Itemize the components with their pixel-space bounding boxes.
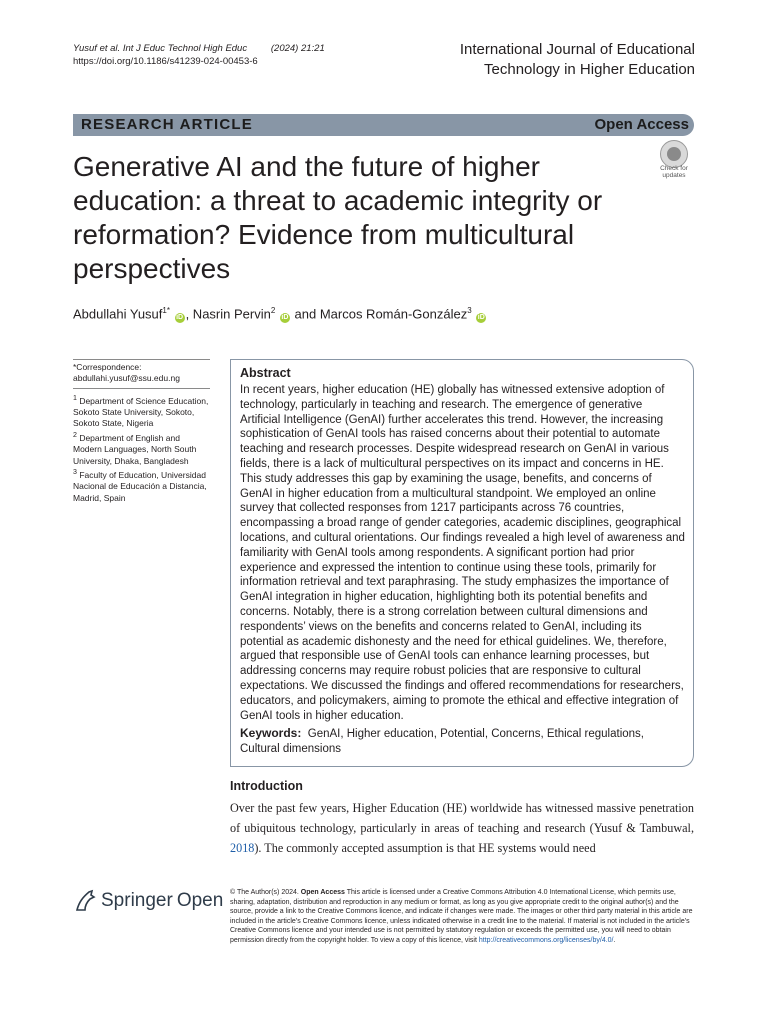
affiliations-sidebar: [73, 359, 210, 504]
article-type-label: RESEARCH ARTICLE: [81, 116, 253, 133]
abstract-heading: Abstract: [240, 366, 291, 380]
author-list: [73, 306, 487, 323]
year-volume: (2024) 21:21: [270, 43, 325, 54]
author-3[interactable]: and Marcos Román-González: [290, 306, 468, 322]
article-title: Generative AI and the future of higher education: a threat to academic integrity or reformation? Evidence from multicultural perspectives: [73, 151, 603, 284]
correspondence-email[interactable]: abdullahi.yusuf@ssu.edu.ng: [73, 373, 180, 384]
affiliation-number: 1: [73, 393, 77, 402]
crossmark-badge[interactable]: [656, 140, 692, 180]
intro-text: Over the past few years, Higher Education (HE) worldwide has witnessed massive penetration of ubiquitous technology, particularly in areas of teaching and research (Yusuf & Tambuwal,: [230, 801, 694, 835]
springer-horse-icon: [73, 888, 97, 914]
citation: Yusuf et al. Int J Educ Technol High Educ: [73, 43, 248, 54]
author-2-affiliation: 2: [270, 306, 276, 315]
affiliation-text: Department of Science Education, Sokoto State University, Sokoto, Sokoto State, Nigeria: [73, 395, 209, 429]
affiliation-text: Faculty of Education, Universidad Nacional de Educación a Distancia, Madrid, Spain: [73, 469, 207, 503]
keywords-text: GenAI, Higher education, Potential, Concerns, Ethical regulations, Cultural dimensions: [240, 728, 644, 756]
author-3-affiliation: 3: [467, 306, 472, 315]
affiliation-1: [73, 393, 210, 430]
license-prefix: © The Author(s) 2024.: [230, 889, 301, 896]
license-notice: [230, 888, 695, 946]
orcid-icon[interactable]: iD: [176, 314, 184, 322]
keywords: [240, 726, 685, 757]
license-bold: Open Access: [300, 889, 345, 896]
article-type-banner: [73, 114, 694, 136]
publisher-name: Springer: [101, 890, 173, 911]
journal-name: [395, 40, 695, 80]
orcid-icon[interactable]: iD: [281, 314, 289, 322]
crossmark-line-1: Check for: [660, 165, 688, 172]
author-1-affiliation: 1*: [162, 306, 170, 315]
crossmark-line-2: updates: [662, 172, 686, 179]
sidebar-divider: [73, 388, 210, 389]
affiliation-number: 3: [73, 467, 77, 476]
citation-link[interactable]: 2018: [230, 841, 255, 855]
crossmark-text: [656, 165, 692, 179]
doi-link[interactable]: https://doi.org/10.1186/s41239-024-00453-6: [73, 56, 258, 67]
publisher-open: Open: [176, 890, 224, 911]
keywords-label: Keywords:: [240, 726, 302, 741]
running-header: [73, 42, 325, 68]
license-link[interactable]: http://creativecommons.org/licenses/by/4.0/: [478, 936, 614, 944]
affiliation-text: Department of English and Modern Languages, North South University, Dhaka, Bangladesh: [73, 432, 197, 466]
author-1[interactable]: Abdullahi Yusuf: [73, 306, 163, 322]
abstract-text: In recent years, higher education (HE) globally has witnessed extensive adoption of technology, particularly in teaching and research. The emergence of generative Artificial Intelligence (GenAI) further accelerates this trend. However, the increasing sophistication of GenAI tools has raised concerns about their potential to automate teaching and research processes. Despite widespread research on GenAI in various fields, there is a lack of multicultural perspectives on its impact and concerns in HE. This study addresses this gap by examining the usage, benefits, and concerns of GenAI in higher education from a multicultural standpoint. We employed an online survey that collected responses from 1217 participants across 76 countries, encompassing a broad range of gender categories, academic disciplines, geographical locations, and cultural orientations. Our findings revealed a high level of awareness and familiarity with GenAI tools among respondents. A significant portion had prior experience and expressed the intention to continue using these tools, primarily for information retrieval and text paraphrasing. The study emphasizes the importance of GenAI integration in higher education, highlighting both its potential benefits and concerns. Notably, there is a strong correlation between cultural dimensions and respondents’ views on the benefits and concerns related to GenAI, including its potential as academic dishonesty and the need for ethical guidelines. We, therefore, argued that responsible use of GenAI tools can enhance learning processes, but addressing concerns may require robust policies that are responsive to cultural expectations. We discussed the findings and offered recommendations for researchers, educators, and policymakers, aiming to promote the ethical and effective integration of GenAI tools in higher education.: [240, 384, 685, 722]
license-text: This article is licensed under a Creative Commons Attribution 4.0 International License, which permits use, sharing, adaptation, distribution and reproduction in any medium or format, as long as you give appropriate credit to the original author(s) and the source, provide a link to the Creative Commons licence, and indicate if changes were made. The images or other third party material in this article are included in the article’s Creative Commons licence, unless indicated otherwise in a credit line to the material. If material is not included in the article’s Creative Commons licence and your intended use is not permitted by statutory regulation or exceeds the permitted use, you will need to obtain permission directly from the copyright holder. To view a copy of this licence, visit: [230, 889, 693, 944]
orcid-icon[interactable]: iD: [477, 314, 485, 322]
abstract-box: [230, 359, 694, 767]
journal-name-line-2: Technology in Higher Education: [484, 61, 695, 78]
citation-line: [73, 42, 325, 55]
affiliation-2: [73, 430, 210, 467]
intro-text: ). The commonly accepted assumption is that HE systems would need: [254, 841, 596, 855]
affiliation-list: [73, 393, 210, 504]
crossmark-icon: [660, 140, 688, 168]
license-end: .: [613, 936, 616, 944]
correspondence-label: *Correspondence:: [73, 362, 142, 372]
journal-name-line-1: International Journal of Educational: [459, 41, 695, 58]
open-access-label: Open Access: [594, 116, 689, 133]
springer-open-logo: [73, 888, 223, 914]
introduction-heading: Introduction: [230, 779, 303, 793]
affiliation-3: [73, 467, 210, 504]
introduction-paragraph: [230, 798, 694, 858]
correspondence: [73, 360, 210, 385]
affiliation-number: 2: [73, 430, 77, 439]
author-2[interactable]: , Nasrin Pervin: [185, 306, 271, 322]
